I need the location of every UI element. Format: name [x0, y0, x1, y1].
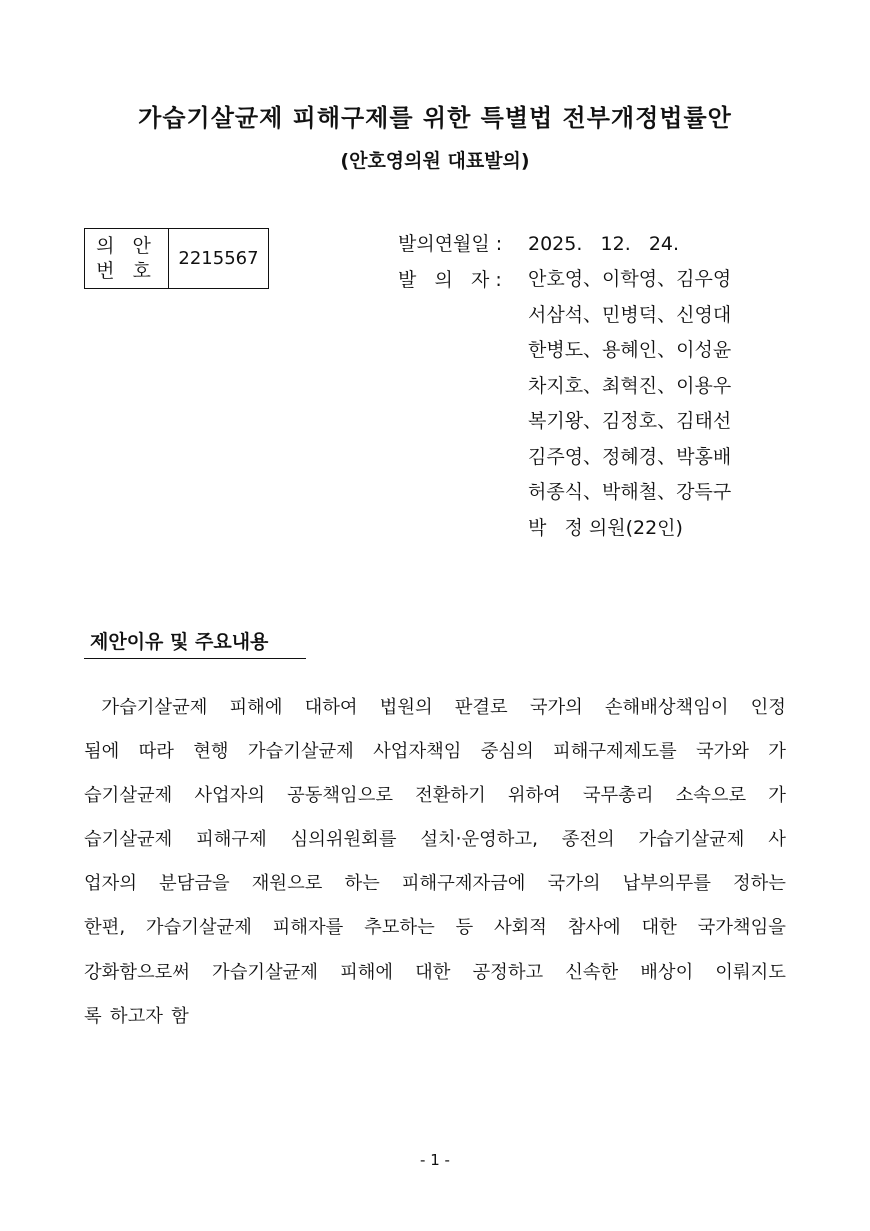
bill-number-label-line1: 의 안 — [96, 234, 157, 257]
bill-number-value: 2215567 — [178, 248, 259, 269]
body-word: 사업자의 — [194, 785, 266, 807]
body-word: 중심의 — [480, 741, 534, 763]
body-word: 업자의 — [84, 873, 137, 895]
body-word: 따라 — [138, 741, 174, 763]
body-word: 사 — [768, 829, 786, 851]
body-word: 공동책임으로 — [287, 785, 394, 807]
body-word: 등 — [455, 917, 474, 939]
proposer-list — [528, 262, 731, 546]
proposal-date-label: 발의연월일 : — [398, 233, 503, 255]
document-subtitle: (안호영의원 대표발의) — [340, 150, 530, 172]
body-word: 국가의 — [529, 697, 583, 718]
body-word: 소속으로 — [675, 785, 747, 807]
section-underline — [84, 658, 306, 659]
proposer-line: 안호영、이학영、김우영 — [528, 268, 732, 290]
body-word: 정하는 — [732, 873, 786, 895]
bill-number-label-line2: 번 호 — [96, 259, 157, 282]
body-word: 피해에 — [340, 961, 394, 983]
body-word: 습기살균제 — [84, 785, 173, 807]
body-word: 국가의 — [547, 873, 601, 895]
body-word: 피해구제 — [196, 829, 267, 851]
body-line — [84, 862, 786, 906]
body-word: 재원으로 — [251, 873, 323, 895]
section-heading: 제안이유 및 주요내용 — [90, 631, 269, 653]
body-word: 판결로 — [454, 697, 508, 718]
body-word: 피해에 — [229, 697, 283, 718]
body-word: 손해배상책임이 — [604, 697, 729, 718]
body-word: 하는 — [344, 873, 380, 895]
body-word: 납부의무를 — [622, 873, 711, 895]
body-word: 사업자책임 — [373, 741, 462, 763]
bill-number-label — [85, 229, 169, 288]
proposer-line: 김주영、정혜경、박홍배 — [528, 445, 732, 468]
body-line — [84, 951, 786, 995]
page-number: - 1 - — [420, 1151, 450, 1169]
body-word: 대한 — [641, 917, 677, 939]
body-word: 가 — [768, 785, 786, 807]
body-word: 국가책임을 — [697, 917, 786, 939]
body-word: 법원의 — [379, 697, 433, 718]
body-word: 공정하고 — [472, 961, 544, 983]
body-line — [84, 818, 786, 862]
body-word: 가습기살균제 — [212, 961, 318, 983]
body-line — [84, 686, 786, 730]
body-line — [84, 774, 786, 818]
body-word: 현행 — [193, 741, 229, 763]
body-word: 국무총리 — [582, 785, 654, 807]
proposal-body — [84, 686, 786, 1039]
body-line — [84, 730, 786, 774]
proposal-date-row — [398, 226, 679, 262]
body-word: 이뤄지도 — [715, 961, 786, 983]
proposer-label: 발 의 자 : — [398, 269, 502, 291]
bill-number-box — [84, 228, 269, 289]
body-word: 피해자를 — [272, 917, 344, 939]
body-word: 심의위원회를 — [290, 829, 397, 851]
body-word: 가습기살균제 — [84, 697, 208, 718]
body-word: 인정 — [750, 697, 786, 718]
body-word: 추모하는 — [364, 917, 435, 939]
body-word: 국가와 — [695, 741, 749, 763]
body-word: 사회적 — [493, 917, 547, 939]
body-word: 습기살균제 — [84, 829, 173, 851]
proposer-line: 서삼석、민병덕、신영대 — [528, 303, 732, 326]
proposer-line: 한병도、용혜인、이성윤 — [528, 339, 732, 361]
body-line — [84, 995, 786, 1039]
body-word: 가습기살균제 — [638, 829, 745, 851]
body-line — [84, 906, 786, 950]
body-word: 록 — [84, 1005, 102, 1027]
proposal-date-value: 2025. 12. 24. — [528, 233, 680, 255]
proposer-line: 차지호、최혁진、이용우 — [528, 374, 732, 397]
body-word: 설치·운영하고, — [420, 829, 538, 851]
proposer-line: 박 정 의원(22인) — [528, 516, 683, 539]
body-word: 대한 — [415, 961, 451, 983]
proposer-line: 복기왕、김정호、김태선 — [528, 410, 732, 432]
body-word: 피해구제자금에 — [401, 873, 526, 895]
body-word: 강화함으로써 — [84, 961, 190, 983]
document-title: 가습기살균제 피해구제를 위한 특별법 전부개정법률안 — [138, 104, 732, 132]
body-word: 한편, — [84, 917, 126, 939]
body-word: 종전의 — [561, 829, 615, 851]
body-word: 배상이 — [640, 961, 694, 983]
body-word: 하고자 — [109, 1005, 163, 1027]
body-word: 전환하기 — [415, 785, 486, 807]
body-word: 됨에 — [84, 741, 120, 763]
body-word: 위하여 — [507, 785, 561, 807]
body-word: 분담금을 — [159, 873, 230, 895]
body-word: 함 — [171, 1005, 189, 1027]
proposer-line: 허종식、박해철、강득구 — [528, 481, 732, 503]
body-word: 가습기살균제 — [145, 917, 252, 939]
body-word: 참사에 — [567, 917, 621, 939]
body-word: 가습기살균제 — [247, 741, 354, 763]
body-word: 대하여 — [304, 697, 358, 718]
body-word: 신속한 — [565, 961, 619, 983]
body-word: 가 — [768, 741, 786, 763]
body-word: 피해구제제도를 — [553, 741, 677, 763]
